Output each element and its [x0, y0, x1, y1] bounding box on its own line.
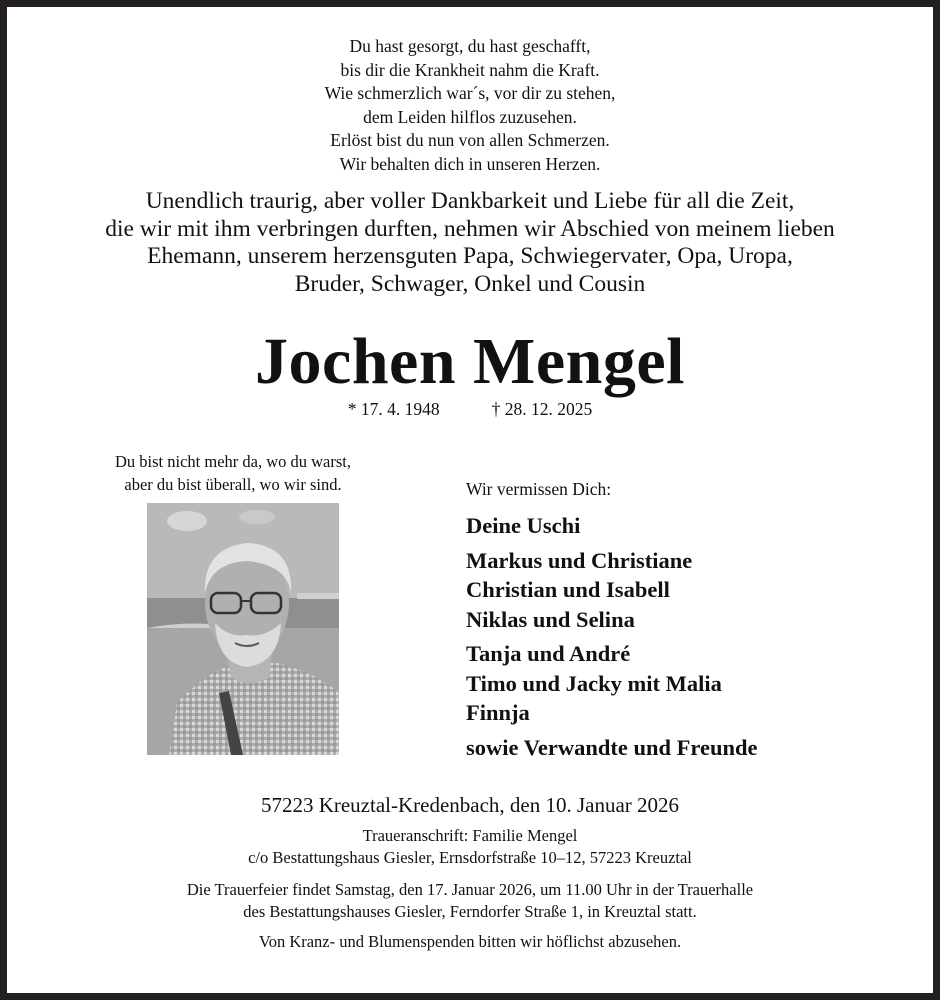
service-line: des Bestattungshauses Giesler, Ferndorfer Straße 1, in Kreuztal statt. [243, 902, 697, 921]
memorial-quote [63, 451, 403, 496]
intro-text [7, 188, 933, 298]
service-line: Die Trauerfeier findet Samstag, den 17. Januar 2026, um 11.00 Uhr in der Trauerhalle [186, 880, 754, 899]
mourner: Deine Uschi [466, 513, 581, 538]
death-date: † 28. 12. 2025 [491, 399, 593, 419]
flowers-note: Von Kranz- und Blumenspenden bitten wir höflichst abzusehen. [258, 932, 682, 951]
life-dates [7, 397, 933, 421]
mourner: Christian und Isabell [466, 577, 670, 602]
funeral-service-info [7, 879, 933, 923]
intro-line: Ehemann, unserem herzensguten Papa, Schwiegervater, Opa, Uropa, [147, 243, 793, 269]
mourners-group [466, 546, 758, 635]
mourner: Niklas und Selina [466, 606, 635, 632]
mourners-lead: Wir vermissen Dich: [466, 479, 612, 499]
mourner: Finnja [466, 700, 530, 725]
place-and-date: 57223 Kreuztal-Kredenbach, den 10. Januar 2026 [260, 793, 680, 817]
deceased-name: Jochen Mengel [255, 325, 685, 398]
intro-line: Bruder, Schwager, Onkel und Cousin [294, 270, 646, 297]
quote-line: Du bist nicht mehr da, wo du warst, [114, 452, 351, 471]
mourners-group [466, 511, 758, 541]
mourner: Markus und Christiane [466, 547, 693, 573]
mourner: Tanja und André [466, 641, 631, 666]
mourning-address [7, 825, 933, 869]
poem-line: Erlöst bist du nun von allen Schmerzen. [330, 130, 610, 150]
address-line: c/o Bestattungshaus Giesler, Ernsdorfstraße 10–12, 57223 Kreuztal [248, 848, 692, 867]
poem-line: dem Leiden hilflos zuzusehen. [363, 106, 577, 127]
poem-line: Du hast gesorgt, du hast geschafft, [349, 36, 591, 56]
mourner: sowie Verwandte und Freunde [466, 734, 758, 760]
poem-line: bis dir die Krankheit nahm die Kraft. [340, 59, 600, 80]
mourners-list [466, 477, 758, 767]
poem-line: Wie schmerzlich war´s, vor dir zu stehen, [324, 83, 616, 103]
mourners-group [466, 733, 758, 763]
poem [7, 35, 933, 176]
birth-date: * 17. 4. 1948 [347, 399, 440, 419]
mourner: Timo und Jacky mit Malia [466, 670, 722, 696]
obituary-notice [7, 7, 933, 993]
poem-line: Wir behalten dich in unseren Herzen. [339, 153, 601, 174]
quote-line: aber du bist überall, wo wir sind. [124, 474, 342, 494]
address-line: Traueranschrift: Familie Mengel [362, 826, 578, 845]
mourners-group [466, 639, 758, 728]
intro-line: die wir mit ihm verbringen durften, nehmen wir Abschied von meinem lieben [105, 215, 835, 242]
intro-line: Unendlich traurig, aber voller Dankbarkeit und Liebe für all die Zeit, [145, 188, 795, 214]
portrait-illustration [147, 503, 339, 755]
portrait-photo [147, 503, 339, 755]
